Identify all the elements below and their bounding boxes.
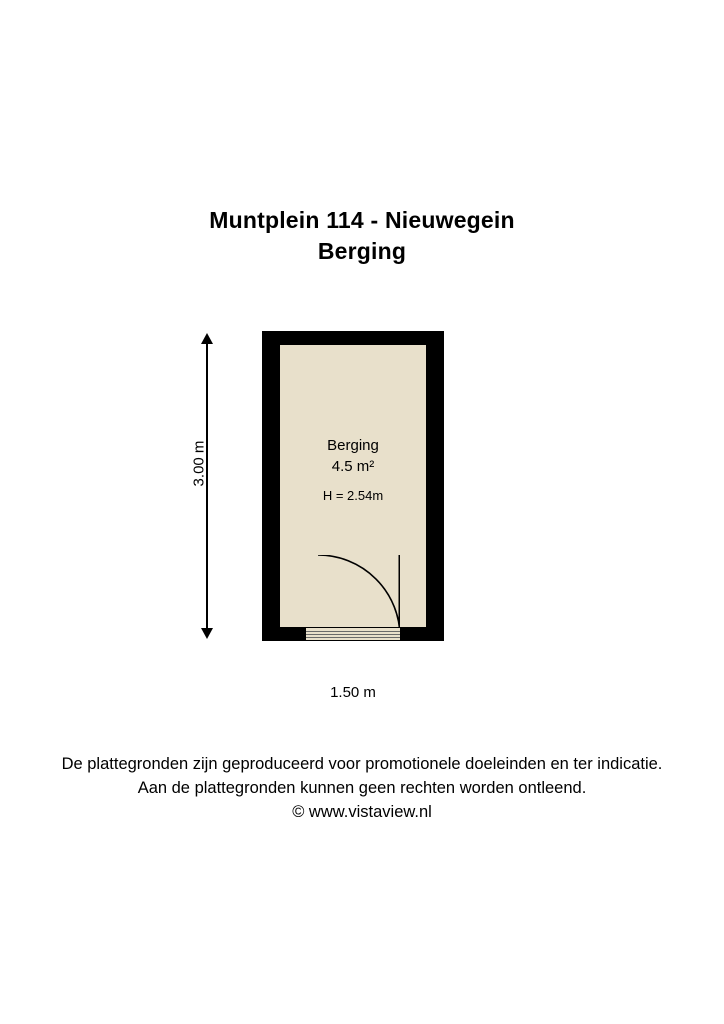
footer-disclaimer — [0, 752, 724, 824]
copyright-line: © www.vistaview.nl — [292, 803, 432, 821]
dimension-horizontal — [262, 678, 444, 712]
title-address: Muntplein 114 - Nieuwegein — [209, 207, 515, 233]
door-swing-icon — [318, 555, 400, 637]
disclaimer-line-2: Aan de plattegronden kunnen geen rechten worden ontleend. — [137, 779, 587, 797]
floor-plan — [262, 331, 444, 641]
dimension-vertical — [192, 331, 232, 641]
door-opening — [306, 627, 400, 641]
room-area-label: 4.5 m² — [331, 458, 375, 475]
room-height-label: H = 2.54m — [322, 488, 384, 503]
room-name-label: Berging — [327, 437, 379, 454]
dimension-vertical-label: 3.00 m — [190, 440, 208, 487]
title-room: Berging — [317, 238, 407, 264]
page-title — [0, 205, 724, 267]
dimension-horizontal-label-wrap — [262, 684, 444, 701]
dimension-horizontal-label: 1.50 m — [322, 684, 384, 701]
disclaimer-line-1: De plattegronden zijn geproduceerd voor promotionele doeleinden en ter indicatie. — [61, 755, 663, 773]
arrow-down-icon — [201, 628, 213, 639]
